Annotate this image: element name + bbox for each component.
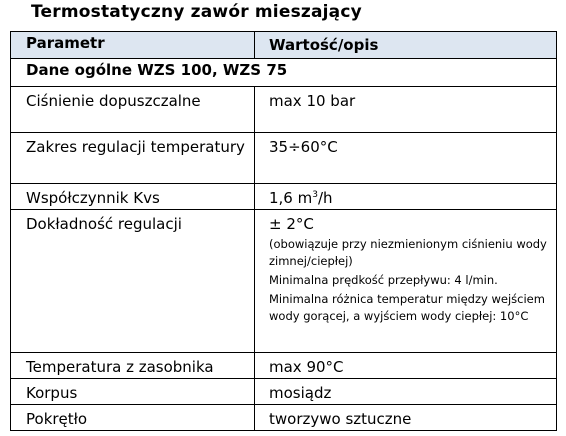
header-parameter: Parametr <box>11 32 255 59</box>
value-accuracy <box>255 210 557 353</box>
value-knob: tworzywo sztuczne <box>255 405 557 431</box>
param-kvs: Współczynnik Kvs <box>11 184 255 210</box>
value-tank-temp: max 90°C <box>255 353 557 379</box>
accuracy-note-min-flow: Minimalna prędkość przepływu: 4 l/min. <box>269 273 498 287</box>
table-row <box>11 184 557 210</box>
header-value: Wartość/opis <box>255 32 557 59</box>
section-row <box>11 59 557 87</box>
param-accuracy: Dokładność regulacji <box>11 210 255 353</box>
table-row <box>11 353 557 379</box>
value-kvs <box>255 184 557 210</box>
param-knob: Pokrętło <box>11 405 255 431</box>
table-row <box>11 133 557 184</box>
value-body: mosiądz <box>255 379 557 405</box>
value-accuracy-main: ± 2°C <box>269 215 314 233</box>
accuracy-note-min-temp-diff: Minimalna różnica temperatur między wejściem wody gorącej, a wyjściem wody ciepłej: 10°C <box>269 292 545 323</box>
table-row <box>11 405 557 431</box>
param-body: Korpus <box>11 379 255 405</box>
table-row <box>11 210 557 353</box>
document-title: Termostatyczny zawór mieszający <box>31 2 362 22</box>
value-kvs-tail: /h <box>317 189 333 207</box>
table-row <box>11 379 557 405</box>
param-temp-range: Zakres regulacji temperatury <box>11 133 255 184</box>
value-temp-range: 35÷60°C <box>255 133 557 184</box>
param-pressure: Ciśnienie dopuszczalne <box>11 87 255 133</box>
table-row <box>11 87 557 133</box>
value-kvs-sup: 3 <box>312 190 318 200</box>
value-kvs-main: 1,6 m <box>269 189 313 207</box>
section-label: Dane ogólne WZS 100, WZS 75 <box>11 59 557 87</box>
param-tank-temp: Temperatura z zasobnika <box>11 353 255 379</box>
value-pressure: max 10 bar <box>255 87 557 133</box>
accuracy-note-conditions: (obowiązuje przy niezmienionym ciśnieniu wody zimnej/ciepłej) <box>269 237 547 268</box>
table-header-row <box>11 32 557 59</box>
parameters-table <box>10 31 557 431</box>
